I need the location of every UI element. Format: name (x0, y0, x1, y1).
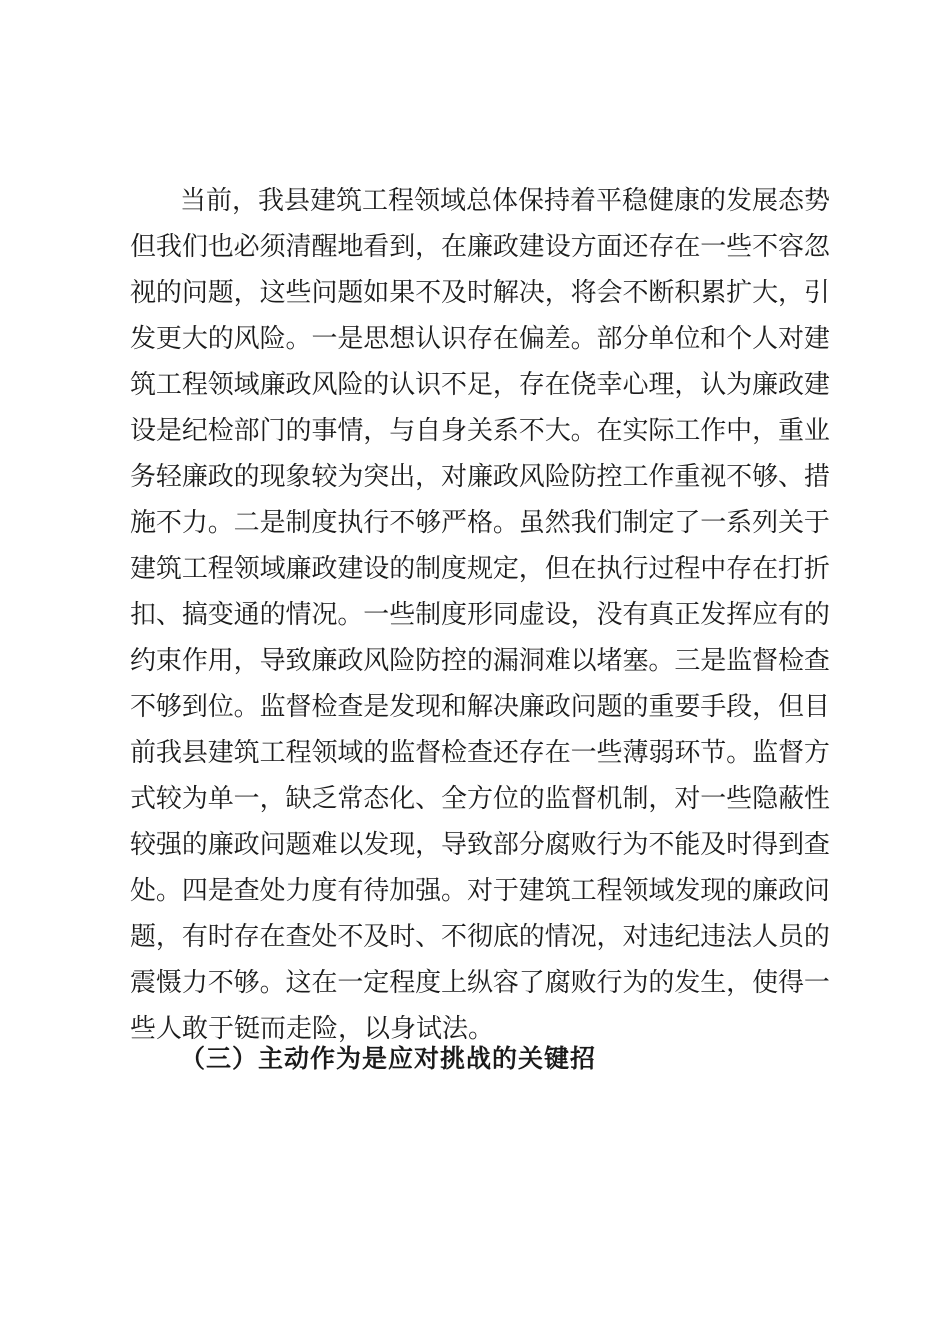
paragraph-line: 约束作用，导致廉政风险防控的漏洞难以堵塞。三是监督检查 (130, 646, 830, 676)
paragraph-line: 视的问题，这些问题如果不及时解决，将会不断积累扩大，引 (130, 278, 830, 308)
paragraph-line: 当前，我县建筑工程领域总体保持着平稳健康的发展态势 (180, 186, 831, 216)
paragraph-line: 务轻廉政的现象较为突出，对廉政风险防控工作重视不够、措 (130, 462, 830, 492)
paragraph-line: 不够到位。监督检查是发现和解决廉政问题的重要手段，但目 (130, 692, 830, 722)
paragraph-line: 式较为单一，缺乏常态化、全方位的监督机制，对一些隐蔽性 (130, 784, 830, 814)
paragraph-line: 些人敢于铤而走险，以身试法。 (130, 1014, 495, 1044)
paragraph-line: 设是纪检部门的事情，与自身关系不大。在实际工作中，重业 (130, 416, 830, 446)
paragraph-line: 发更大的风险。一是思想认识存在偏差。部分单位和个人对建 (130, 324, 830, 354)
section-heading: （三）主动作为是应对挑战的关键招 (180, 1044, 597, 1073)
paragraph-line: 较强的廉政问题难以发现，导致部分腐败行为不能及时得到查 (130, 830, 830, 860)
paragraph-line: 建筑工程领域廉政建设的制度规定，但在执行过程中存在打折 (130, 554, 830, 584)
paragraph-line: 题，有时存在查处不及时、不彻底的情况，对违纪违法人员的 (130, 922, 830, 952)
paragraph-line: 扣、搞变通的情况。一些制度形同虚设，没有真正发挥应有的 (130, 600, 830, 630)
paragraph-line: 但我们也必须清醒地看到，在廉政建设方面还存在一些不容忽 (130, 232, 830, 262)
paragraph-line: 前我县建筑工程领域的监督检查还存在一些薄弱环节。监督方 (130, 738, 830, 768)
paragraph-line: 筑工程领域廉政风险的认识不足，存在侥幸心理，认为廉政建 (130, 370, 830, 400)
paragraph-line: 处。四是查处力度有待加强。对于建筑工程领域发现的廉政问 (130, 876, 830, 906)
paragraph-line: 施不力。二是制度执行不够严格。虽然我们制定了一系列关于 (130, 508, 830, 538)
paragraph-line: 震慑力不够。这在一定程度上纵容了腐败行为的发生，使得一 (130, 968, 830, 998)
